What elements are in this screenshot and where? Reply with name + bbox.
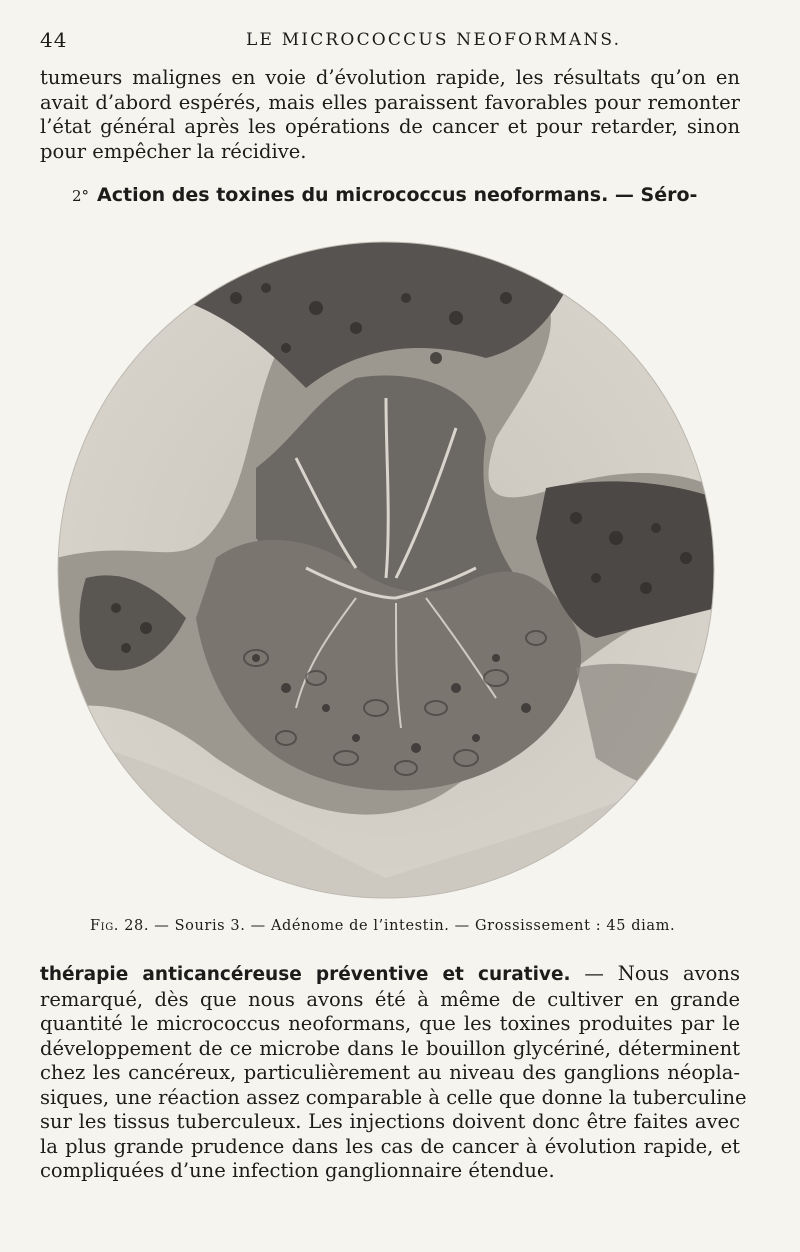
paragraph-line: remarqué, dès que nous avons été à même de cultiver en grande	[40, 987, 740, 1011]
paragraph-line: quantité le micrococcus neoformans, que les toxines produites par le	[40, 1012, 740, 1035]
paragraph-2	[40, 962, 747, 1184]
running-head	[36, 28, 764, 54]
inline-bold-heading: thérapie anticancéreuse préventive et curative.	[40, 964, 571, 985]
micrograph-image	[56, 238, 716, 903]
paragraph-line: développement de ce microbe dans le bouillon glycériné, déterminent	[40, 1036, 740, 1060]
paragraph-line: siques, une réaction assez comparable à celle que donne la tuberculine	[40, 1085, 747, 1109]
paragraph-line: pour empêcher la récidive.	[40, 139, 307, 163]
paragraph-line: compliquées d’une infection ganglionnaire étendue.	[40, 1159, 555, 1182]
paragraph-line: tumeurs malignes en voie d’évolution rapide, les résultats qu’on en	[40, 66, 740, 89]
lead-rest: — Nous avons	[570, 962, 740, 985]
figure-micrograph	[56, 238, 716, 903]
section-heading	[72, 184, 742, 206]
paragraph-line: avait d’abord espérés, mais elles paraissent favorables pour remonter	[40, 90, 740, 114]
section-title: Action des toxines du micrococcus neoformans. — Séro-	[97, 184, 698, 206]
caption-text: — Souris 3. — Adénome de l’intestin. — Grossissement : 45 diam.	[154, 918, 676, 934]
paragraph-line: la plus grande prudence dans les cas de cancer à évolution rapide, et	[40, 1134, 740, 1158]
paragraph-line: l’état général après les opérations de cancer et pour retarder, sinon	[40, 115, 740, 138]
paragraph-line: chez les cancéreux, particulièrement au niveau des ganglions néopla-	[40, 1061, 740, 1084]
running-title: LE MICROCOCCUS NEOFORMANS.	[246, 30, 622, 50]
caption-label: Fig. 28.	[90, 918, 150, 934]
paragraph-line: sur les tissus tuberculeux. Les injections doivent donc être faites avec	[40, 1110, 740, 1133]
figure-caption	[90, 918, 730, 934]
paragraph-1	[40, 66, 740, 164]
page-number: 44	[40, 28, 68, 52]
section-number: 2°	[72, 187, 90, 205]
paragraph-line	[40, 962, 740, 988]
